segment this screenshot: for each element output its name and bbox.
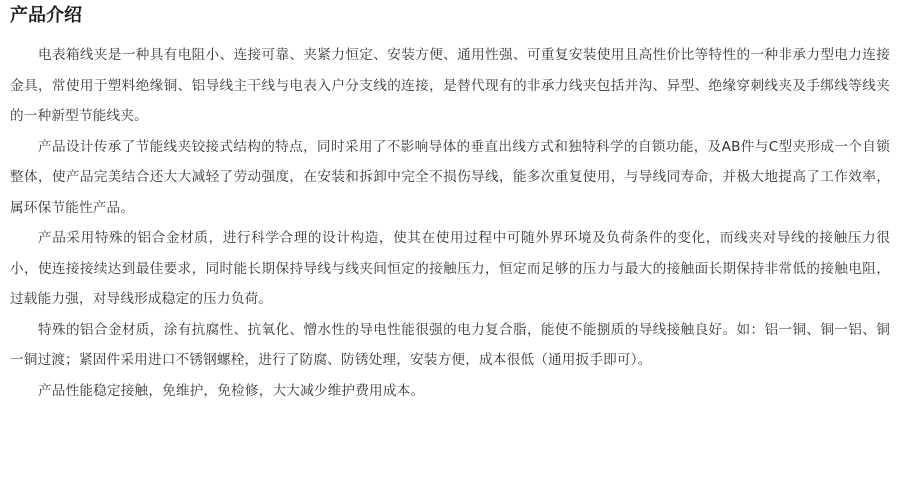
paragraph-4: 特殊的铝合金材质，涂有抗腐性、抗氧化、憎水性的导电性能很强的电力复合脂，能使不能捌质的导线接触良好。如：铝一铜、铜一铝、铜一铜过渡；紧固件采用进口不锈钢螺栓，进行了防腐、防锈处理，安装方便，成本很低（通用扳手即可）。: [10, 321, 890, 368]
paragraph-2: 产品设计传承了节能线夹铰接式结构的特点，同时采用了不影响导体的垂直出线方式和独特科学的自锁功能，及AB件与C型夹形成一个自锁整体，使产品完美结合还大大减轻了劳动强度，在安装和拆卸中完全不损伤导线，能多次重复使用，与导线同寿命，并极大地提高了工作效率，属环保节能性产品。: [10, 138, 890, 216]
section-title: 产品介绍: [10, 5, 82, 26]
paragraph-3: 产品采用特殊的铝合金材质，进行科学合理的设计构造，使其在使用过程中可随外界环境及负荷条件的变化，而线夹对导线的接触压力很小，使连接接续达到最佳要求，同时能长期保持导线与线夹间恒定的接触压力，恒定而足够的压力与最大的接触面长期保持非常低的接触电阻，过载能力强，对导线形成稳定的压力负荷。: [10, 230, 890, 307]
paragraph-1: 电表箱线夹是一种具有电阻小、连接可靠、夹紧力恒定、安装方便、通用性强、可重复安装使用且高性价比等特性的一种非承力型电力连接金具，常使用于塑料绝缘铜、铝导线主干线与电表入户分支线的连接，是替代现有的非承力线夹包括并沟、异型、绝缘穿刺线夹及手绑线等线夹的一种新型节能线夹。: [10, 47, 890, 124]
paragraph-5: 产品性能稳定接触，免维护，免检修，大大减少维护费用成本。: [38, 382, 425, 399]
